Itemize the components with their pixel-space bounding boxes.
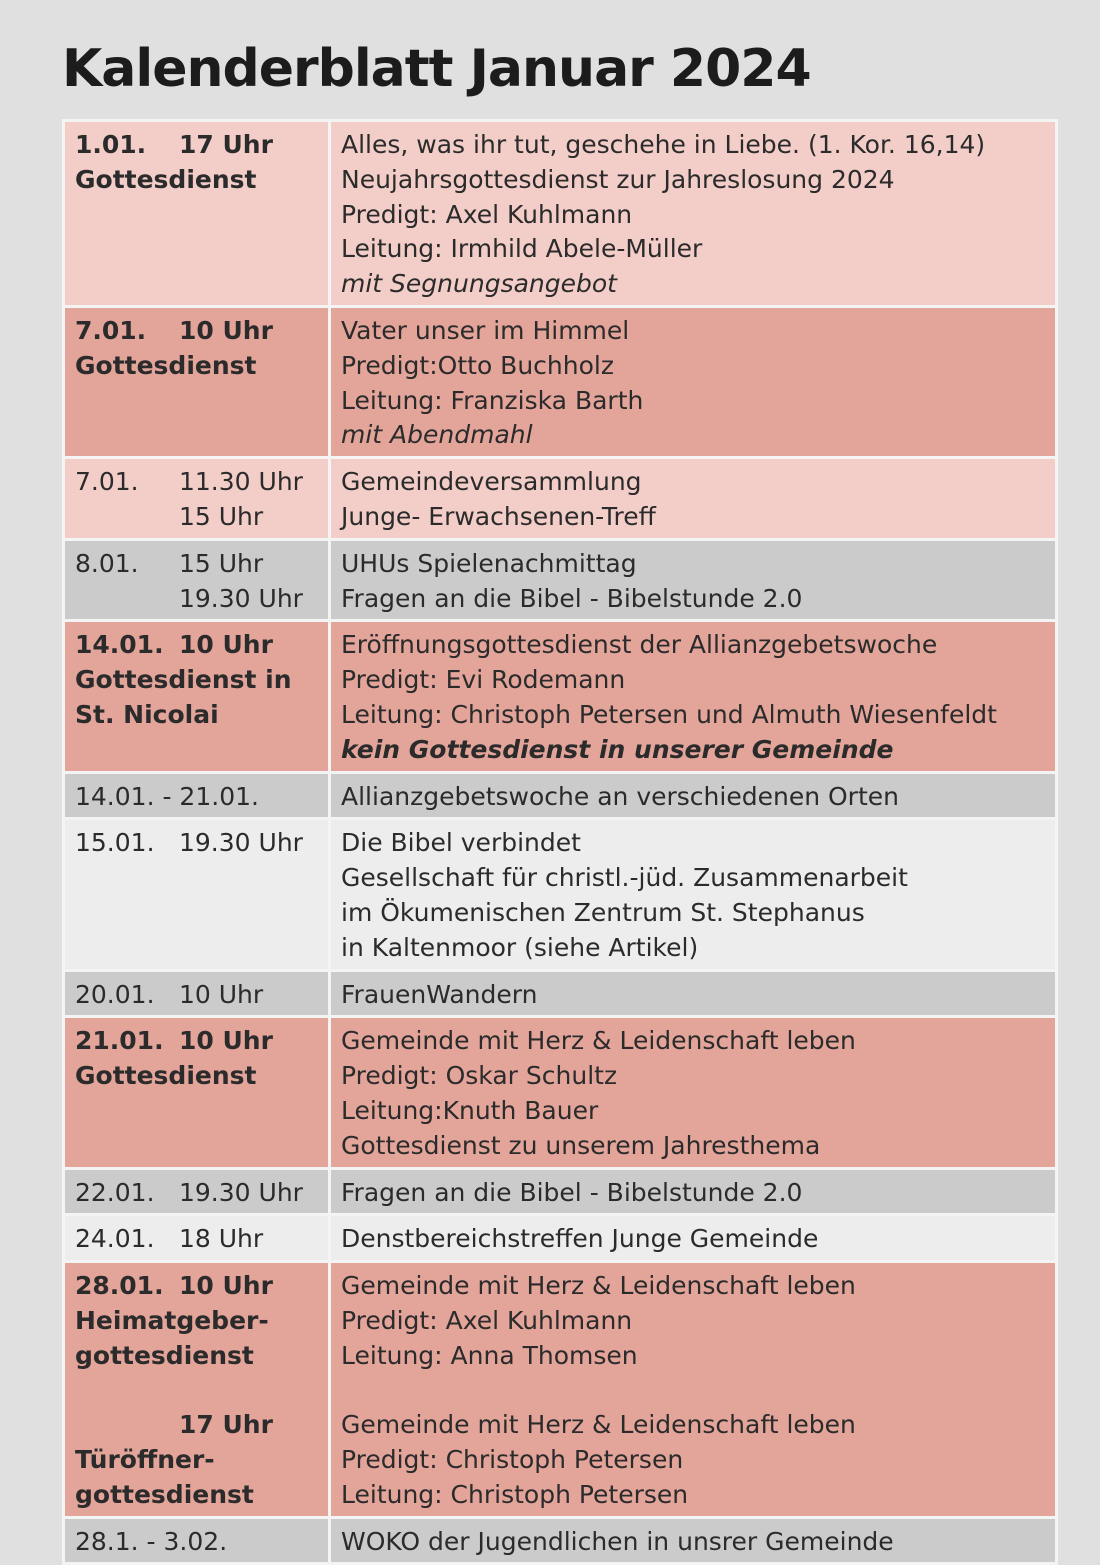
event-description-cell	[330, 458, 1057, 540]
event-description-cell	[330, 1168, 1057, 1215]
table-row	[64, 458, 1057, 540]
event-description-cell	[330, 1017, 1057, 1168]
table-row	[64, 772, 1057, 819]
event-time: 17 Uhr	[179, 1410, 273, 1440]
event-date-cell	[64, 1017, 330, 1168]
event-line: Leitung: Franziska Barth	[341, 385, 644, 415]
event-time: 19.30 Uhr	[179, 583, 303, 613]
event-type: Gottesdienst in	[75, 665, 292, 695]
table-row	[64, 621, 1057, 772]
event-date-cell	[64, 1215, 330, 1262]
event-date: 24.01.	[75, 1224, 155, 1254]
event-time: 18 Uhr	[179, 1224, 264, 1254]
event-time: 10 Uhr	[179, 1026, 273, 1056]
table-row	[64, 819, 1057, 970]
table-row	[64, 970, 1057, 1017]
event-line: Gemeinde mit Herz & Leidenschaft leben	[341, 1026, 856, 1056]
event-date-cell	[64, 772, 330, 819]
event-line: WOKO der Jugendlichen in unsrer Gemeinde	[341, 1526, 894, 1556]
event-date-cell	[64, 458, 330, 540]
event-date-cell	[64, 1262, 330, 1518]
event-date: 7.01.	[75, 467, 139, 497]
event-description-cell	[330, 772, 1057, 819]
event-line: Leitung:Knuth Bauer	[341, 1095, 599, 1125]
event-line: Die Bibel verbindet	[341, 828, 581, 858]
event-line: Fragen an die Bibel - Bibelstunde 2.0	[341, 1177, 803, 1207]
event-type: Gottesdienst	[75, 164, 257, 194]
event-line: im Ökumenischen Zentrum St. Stephanus	[341, 897, 865, 927]
event-line: FrauenWandern	[341, 979, 538, 1009]
event-line: Gottesdienst zu unserem Jahresthema	[341, 1130, 821, 1160]
event-line: Leitung: Christoph Petersen und Almuth Wiesenfeldt	[341, 699, 997, 729]
event-description-cell	[330, 306, 1057, 457]
event-description-cell	[330, 1262, 1057, 1518]
event-date: 8.01.	[75, 548, 139, 578]
table-row	[64, 306, 1057, 457]
event-line: Predigt: Christoph Petersen	[341, 1445, 684, 1475]
event-line: Gemeindeversammlung	[341, 467, 642, 497]
event-time: 10 Uhr	[179, 630, 273, 660]
event-time: 15 Uhr	[179, 501, 264, 531]
event-time: 11.30 Uhr	[179, 467, 303, 497]
event-type: Gottesdienst	[75, 350, 257, 380]
event-time: 10 Uhr	[179, 1271, 273, 1301]
event-description-cell	[330, 970, 1057, 1017]
event-type: St. Nicolai	[75, 699, 219, 729]
event-time: 10 Uhr	[179, 979, 264, 1009]
event-date: 1.01.	[75, 130, 147, 159]
event-note: mit Segnungsangebot	[341, 269, 617, 299]
event-description-cell	[330, 621, 1057, 772]
event-line: Allianzgebetswoche an verschiedenen Orten	[341, 781, 899, 811]
calendar-table	[62, 119, 1058, 1565]
event-date: 22.01.	[75, 1177, 155, 1207]
event-line: Predigt: Axel Kuhlmann	[341, 199, 633, 229]
event-line: Junge- Erwachsenen-Treff	[341, 501, 656, 531]
table-row	[64, 1517, 1057, 1564]
event-line: Predigt: Evi Rodemann	[341, 665, 626, 695]
event-type: Gottesdienst	[75, 1061, 257, 1091]
table-row	[64, 121, 1057, 307]
event-line: Gesellschaft für christl.-jüd. Zusammenarbeit	[341, 863, 908, 893]
event-line: Leitung: Irmhild Abele-Müller	[341, 234, 703, 264]
event-time: 10 Uhr	[179, 315, 273, 345]
event-description-cell	[330, 121, 1057, 307]
event-description-cell	[330, 1517, 1057, 1564]
event-line: Fragen an die Bibel - Bibelstunde 2.0	[341, 583, 803, 613]
event-type: Türöffner-	[75, 1445, 215, 1475]
event-date: 21.01.	[75, 1026, 164, 1056]
event-time: 15 Uhr	[179, 548, 264, 578]
event-time: 19.30 Uhr	[179, 1177, 303, 1207]
page-title: Kalenderblatt Januar 2024	[62, 39, 811, 99]
event-line: Predigt:Otto Buchholz	[341, 350, 614, 380]
event-type: gottesdienst	[75, 1340, 254, 1370]
event-date: 14.01.	[75, 630, 164, 660]
event-description-cell	[330, 1215, 1057, 1262]
event-date-cell	[64, 621, 330, 772]
event-line: UHUs Spielenachmittag	[341, 548, 637, 578]
event-description-cell	[330, 819, 1057, 970]
table-row	[64, 1262, 1057, 1518]
event-line: Gemeinde mit Herz & Leidenschaft leben	[341, 1410, 856, 1440]
event-note: mit Abendmahl	[341, 420, 533, 450]
event-date-cell	[64, 121, 330, 307]
event-line: Leitung: Christoph Petersen	[341, 1479, 689, 1509]
table-row	[64, 539, 1057, 621]
event-line: Predigt: Axel Kuhlmann	[341, 1305, 633, 1335]
event-time: 19.30 Uhr	[179, 828, 303, 858]
event-time: 17 Uhr	[179, 130, 273, 159]
event-date: 28.1. - 3.02.	[75, 1526, 228, 1556]
event-description-cell	[330, 539, 1057, 621]
event-line: Predigt: Oskar Schultz	[341, 1061, 618, 1091]
event-date-cell	[64, 819, 330, 970]
event-date-cell	[64, 1168, 330, 1215]
event-note: kein Gottesdienst in unserer Gemeinde	[341, 734, 894, 764]
event-line: Alles, was ihr tut, geschehe in Liebe. (1. Kor. 16,14)	[341, 130, 986, 159]
event-line: Vater unser im Himmel	[341, 315, 630, 345]
event-date: 7.01.	[75, 315, 147, 345]
event-line: Neujahrsgottesdienst zur Jahreslosung 2024	[341, 164, 895, 194]
event-line: Eröffnungsgottesdienst der Allianzgebetswoche	[341, 630, 938, 660]
event-type: gottesdienst	[75, 1479, 254, 1509]
event-date-cell	[64, 970, 330, 1017]
event-date: 15.01.	[75, 828, 155, 858]
event-type: Heimatgeber-	[75, 1305, 269, 1335]
event-date-cell	[64, 539, 330, 621]
event-line: Leitung: Anna Thomsen	[341, 1340, 638, 1370]
event-date: 28.01.	[75, 1271, 164, 1301]
event-line: Denstbereichstreffen Junge Gemeinde	[341, 1224, 819, 1254]
event-date: 14.01. - 21.01.	[75, 781, 259, 811]
event-line: Gemeinde mit Herz & Leidenschaft leben	[341, 1271, 856, 1301]
table-row	[64, 1215, 1057, 1262]
event-line: in Kaltenmoor (siehe Artikel)	[341, 932, 699, 962]
event-date: 20.01.	[75, 979, 155, 1009]
event-date-cell	[64, 1517, 330, 1564]
event-date-cell	[64, 306, 330, 457]
table-row	[64, 1168, 1057, 1215]
table-row	[64, 1017, 1057, 1168]
